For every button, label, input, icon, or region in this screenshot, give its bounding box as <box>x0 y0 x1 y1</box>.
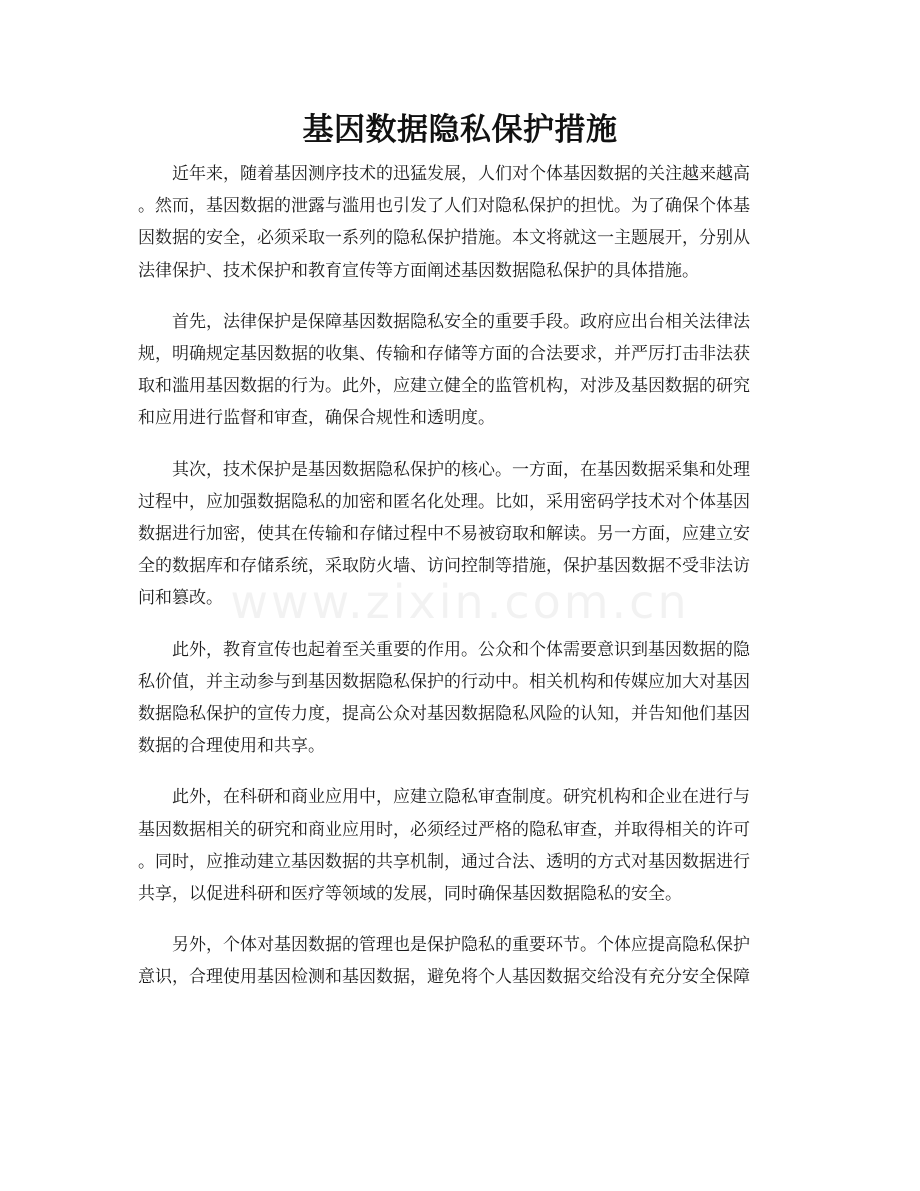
paragraph-line: 另外，个体对基因数据的管理也是保护隐私的重要环节。个体应提高隐私保护 <box>172 935 750 956</box>
paragraph-line: 其次，技术保护是基因数据隐私保护的核心。一方面，在基因数据采集和处理 <box>172 459 750 480</box>
paragraph-technical <box>138 454 784 615</box>
paragraph-education <box>138 634 784 763</box>
paragraph-line: 因数据的安全，必须采取一系列的隐私保护措施。本文将就这一主题展开，分别从 <box>138 228 750 249</box>
paragraph-line: 数据隐私保护的宣传力度，提高公众对基因数据隐私风险的认知，并告知他们基因 <box>138 704 750 725</box>
paragraph-line: 数据的合理使用和共享。 <box>138 736 325 757</box>
paragraph-line: 此外，在科研和商业应用中，应建立隐私审查制度。研究机构和企业在进行与 <box>172 787 750 808</box>
page-title: 基因数据隐私保护措施 <box>302 112 618 148</box>
paragraph-legal <box>138 306 784 435</box>
paragraph-line: 共享，以促进科研和医疗等领域的发展，同时确保基因数据隐私的安全。 <box>138 884 682 905</box>
paragraph-line: 。同时，应推动建立基因数据的共享机制，通过合法、透明的方式对基因数据进行 <box>138 851 750 872</box>
paragraph-line: 规，明确规定基因数据的收集、传输和存储等方面的合法要求，并严厉打击非法获 <box>138 344 750 365</box>
paragraph-line: 近年来，随着基因测序技术的迅猛发展，人们对个体基因数据的关注越来越高 <box>172 164 750 184</box>
paragraph-line: 此外，教育宣传也起着至关重要的作用。公众和个体需要意识到基因数据的隐 <box>172 639 750 660</box>
document-body <box>138 158 784 1013</box>
paragraph-line: 全的数据库和存储系统，采取防火墙、访问控制等措施，保护基因数据不受非法访 <box>138 556 750 577</box>
paragraph-review <box>138 781 784 910</box>
paragraph-individual <box>138 929 784 993</box>
paragraph-line: 过程中，应加强数据隐私的加密和匿名化处理。比如，采用密码学技术对个体基因 <box>138 491 750 512</box>
paragraph-line: 基因数据相关的研究和商业应用时，必须经过严格的隐私审查，并取得相关的许可 <box>138 819 750 840</box>
watermark: www.zixin.com.cn <box>230 575 690 629</box>
paragraph-line: 数据进行加密，使其在传输和存储过程中不易被窃取和解读。另一方面，应建立安 <box>138 524 750 545</box>
paragraph-line: 和应用进行监督和审查，确保合规性和透明度。 <box>138 408 495 429</box>
paragraph-line: 。然而，基因数据的泄露与滥用也引发了人们对隐私保护的担忧。为了确保个体基 <box>138 196 750 217</box>
paragraph-line: 取和滥用基因数据的行为。此外，应建立健全的监管机构，对涉及基因数据的研究 <box>138 376 750 397</box>
paragraph-line: 法律保护、技术保护和教育宣传等方面阐述基因数据隐私保护的具体措施。 <box>138 260 699 281</box>
paragraph-line: 首先，法律保护是保障基因数据隐私安全的重要手段。政府应出台相关法律法 <box>172 311 750 332</box>
paragraph-line: 意识，合理使用基因检测和基因数据，避免将个人基因数据交给没有充分安全保障 <box>138 967 750 988</box>
paragraph-intro <box>138 158 784 287</box>
paragraph-line: 私价值，并主动参与到基因数据隐私保护的行动中。相关机构和传媒应加大对基因 <box>138 671 750 692</box>
paragraph-line: 问和篡改。 <box>138 588 223 609</box>
